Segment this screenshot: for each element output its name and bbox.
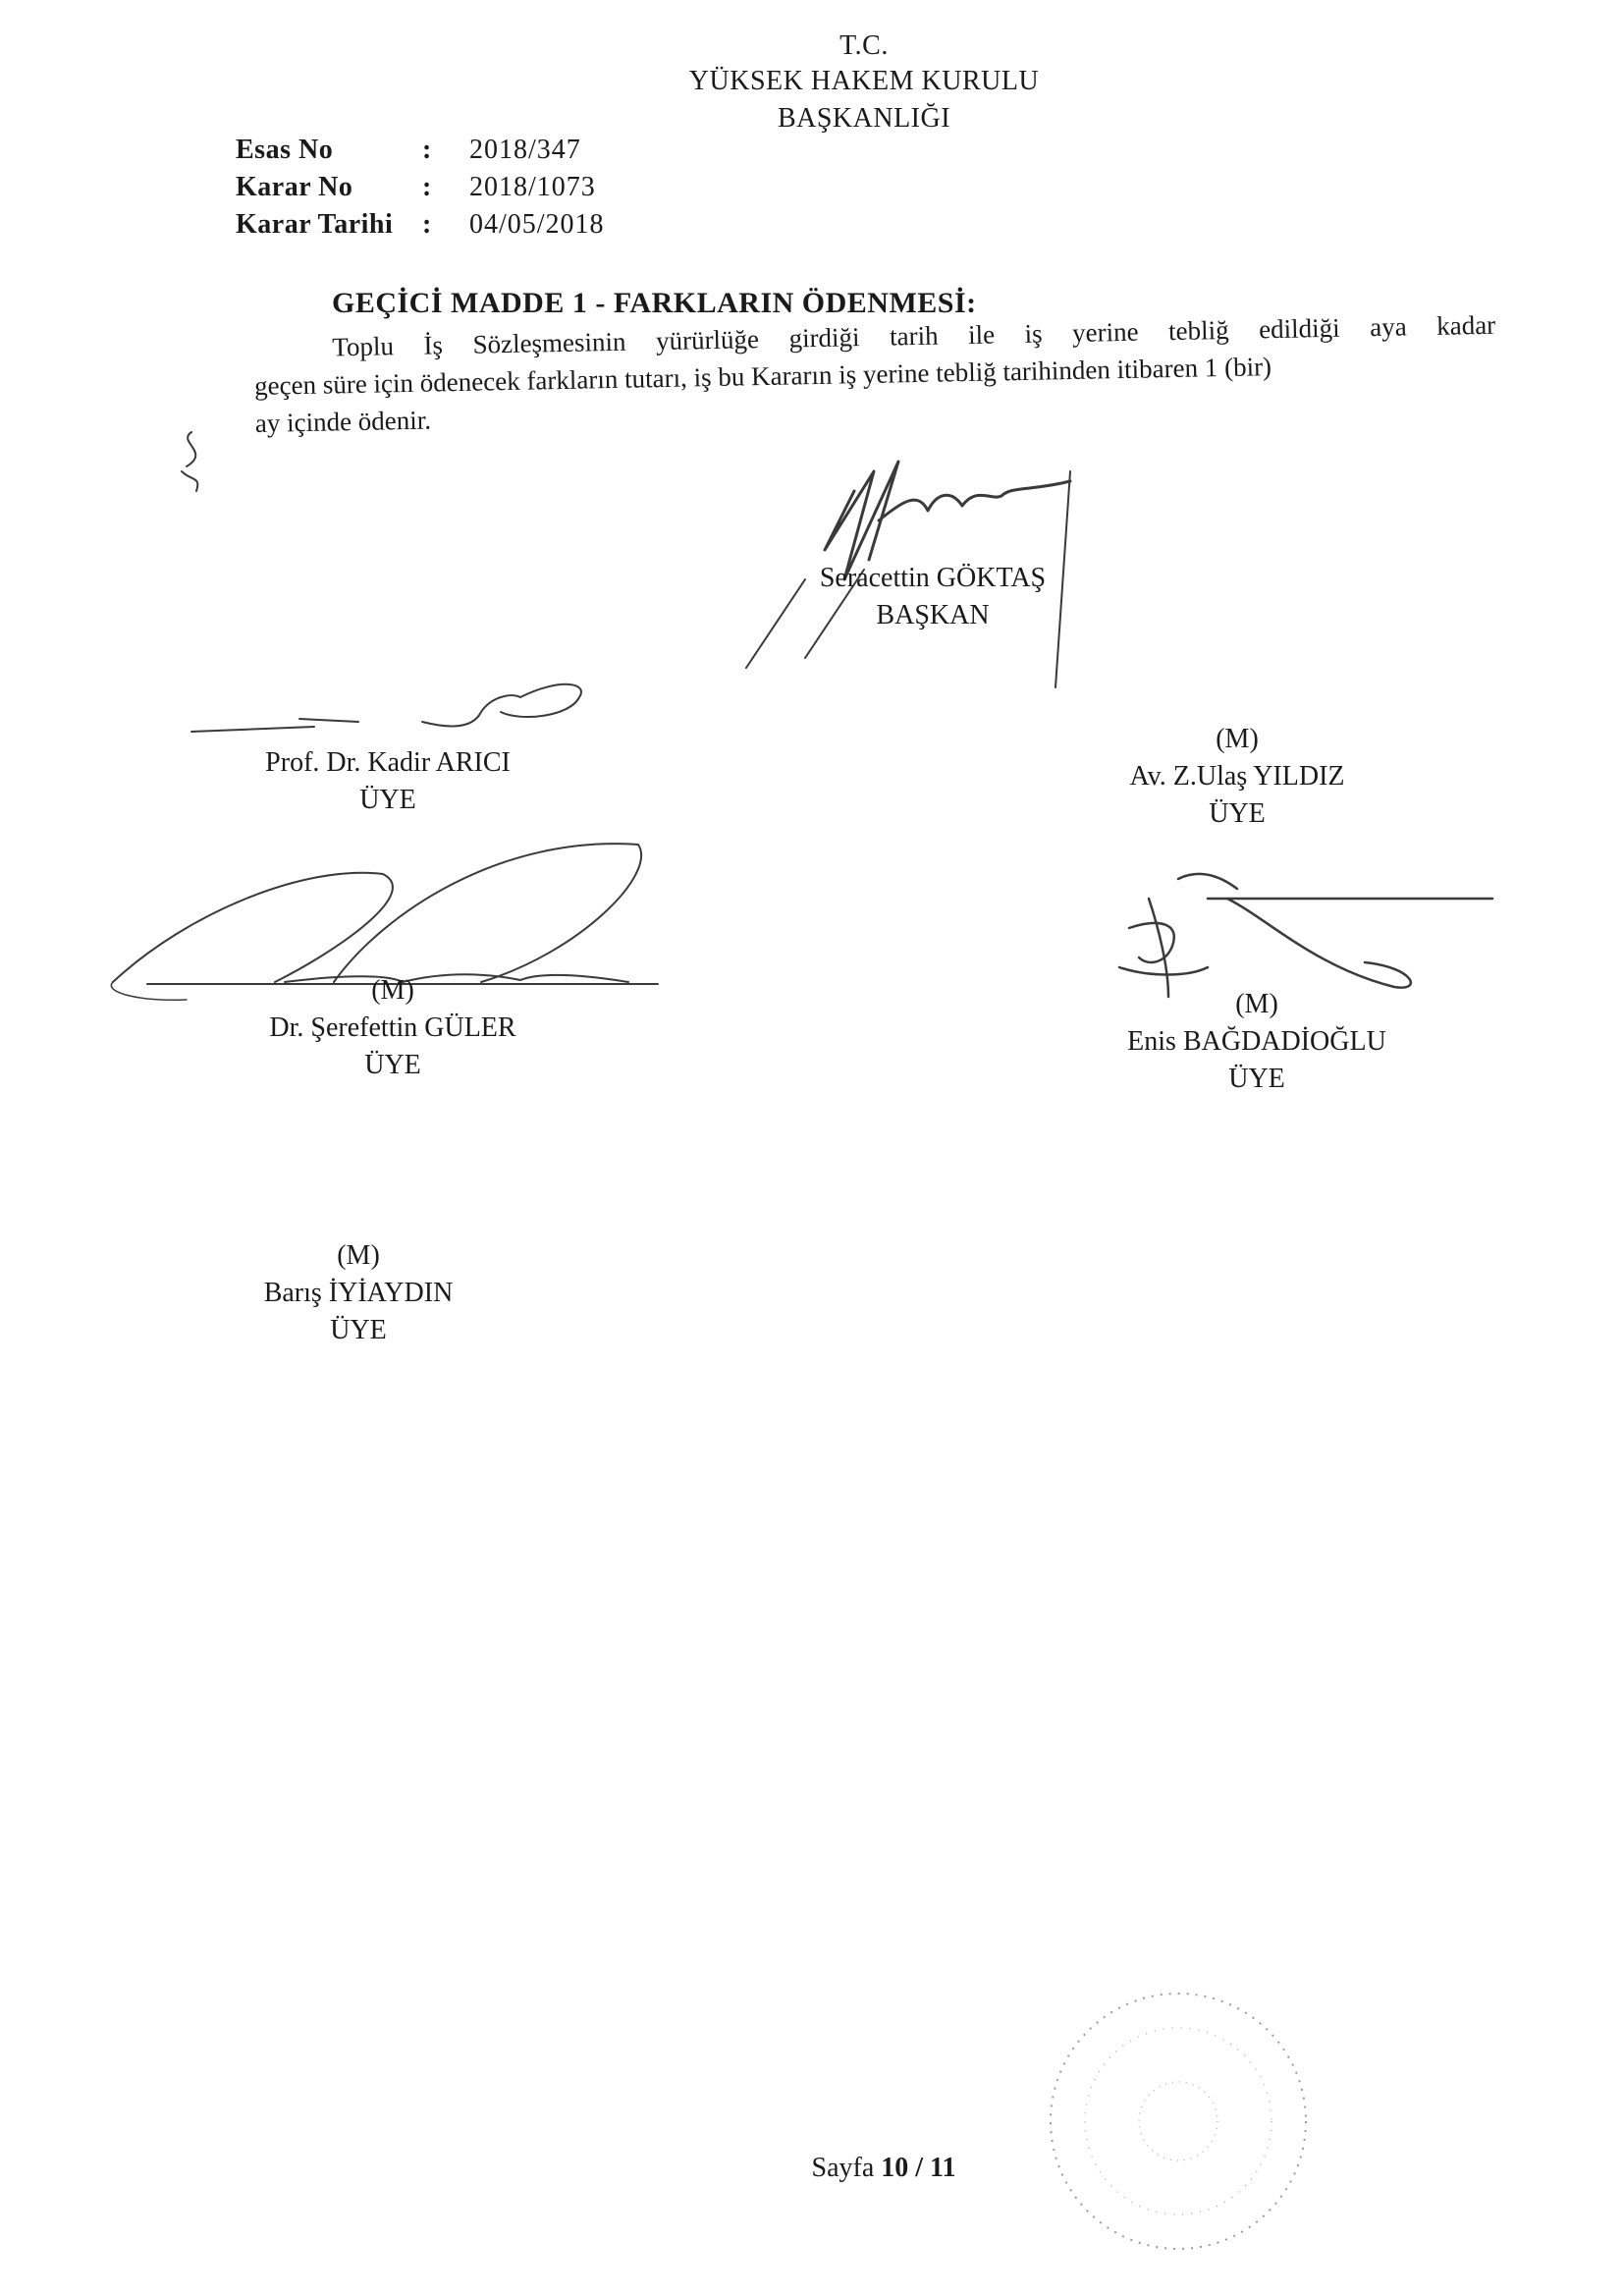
member4-role: ÜYE [1228, 1064, 1285, 1094]
paragraph-line: Toplu İş Sözleşmesinin yürürlüğe girdiği tarih ile iş yerine tebliğ edildiği aya kadar [332, 309, 1496, 362]
meta-row-tarih [236, 206, 605, 244]
member5-mark: (M) [337, 1240, 380, 1271]
case-meta [236, 132, 605, 244]
page-prefix: Sayfa [811, 2153, 875, 2183]
president-role: BAŞKAN [876, 600, 990, 630]
paragraph-line: geçen süre için ödenecek farkların tutarı, iş bu Kararın iş yerine tebliğ tarihinden itibaren 1 (bir) [253, 352, 1272, 401]
header-institution: YÜKSEK HAKEM KURULU [688, 66, 1040, 96]
member5-name: Barış İYİAYDIN [263, 1278, 454, 1308]
meta-colon: : [422, 135, 432, 165]
header-tc: T.C. [839, 30, 889, 61]
margin-scribble [172, 422, 241, 501]
member1-block [206, 744, 569, 819]
meta-label: Karar No [236, 172, 353, 202]
member4-mark: (M) [1235, 989, 1278, 1019]
member2-name: Av. Z.Ulaş YILDIZ [1129, 761, 1345, 792]
president-name: Seracettin GÖKTAŞ [819, 563, 1047, 593]
member3-role: ÜYE [364, 1050, 421, 1080]
member4-name: Enis BAĞDADİOĞLU [1127, 1026, 1386, 1057]
member1-name: Prof. Dr. Kadir ARICI [265, 747, 511, 778]
member1-role: ÜYE [359, 785, 416, 815]
president-block [766, 560, 1100, 634]
paragraph-line: ay içinde ödenir. [254, 405, 432, 438]
member5-role: ÜYE [330, 1315, 387, 1345]
official-stamp [1031, 1974, 1325, 2269]
member4-block [1060, 986, 1453, 1098]
member1-signature [187, 678, 599, 746]
meta-row-karar [236, 169, 605, 206]
member3-mark: (M) [371, 975, 414, 1006]
meta-label: Esas No [236, 135, 334, 165]
meta-value: 2018/1073 [469, 172, 596, 202]
meta-label: Karar Tarihi [236, 209, 394, 240]
member3-name: Dr. Şerefettin GÜLER [269, 1012, 516, 1043]
meta-colon: : [422, 209, 432, 240]
member3-block [196, 972, 589, 1084]
member2-mark: (M) [1216, 724, 1259, 754]
meta-value: 04/05/2018 [469, 209, 605, 240]
header-department: BAŞKANLIĞI [777, 103, 951, 134]
page-number: 10 / 11 [881, 2153, 956, 2183]
section-paragraph [253, 306, 1497, 442]
member2-role: ÜYE [1209, 798, 1266, 829]
meta-colon: : [422, 172, 432, 202]
member5-block [182, 1237, 535, 1349]
meta-value: 2018/347 [469, 135, 581, 165]
meta-row-esas [236, 132, 605, 169]
member2-block [1060, 721, 1414, 833]
section-title: GEÇİCİ MADDE 1 - FARKLARIN ÖDENMESİ: [332, 287, 977, 319]
page-footer [687, 2153, 1080, 2184]
